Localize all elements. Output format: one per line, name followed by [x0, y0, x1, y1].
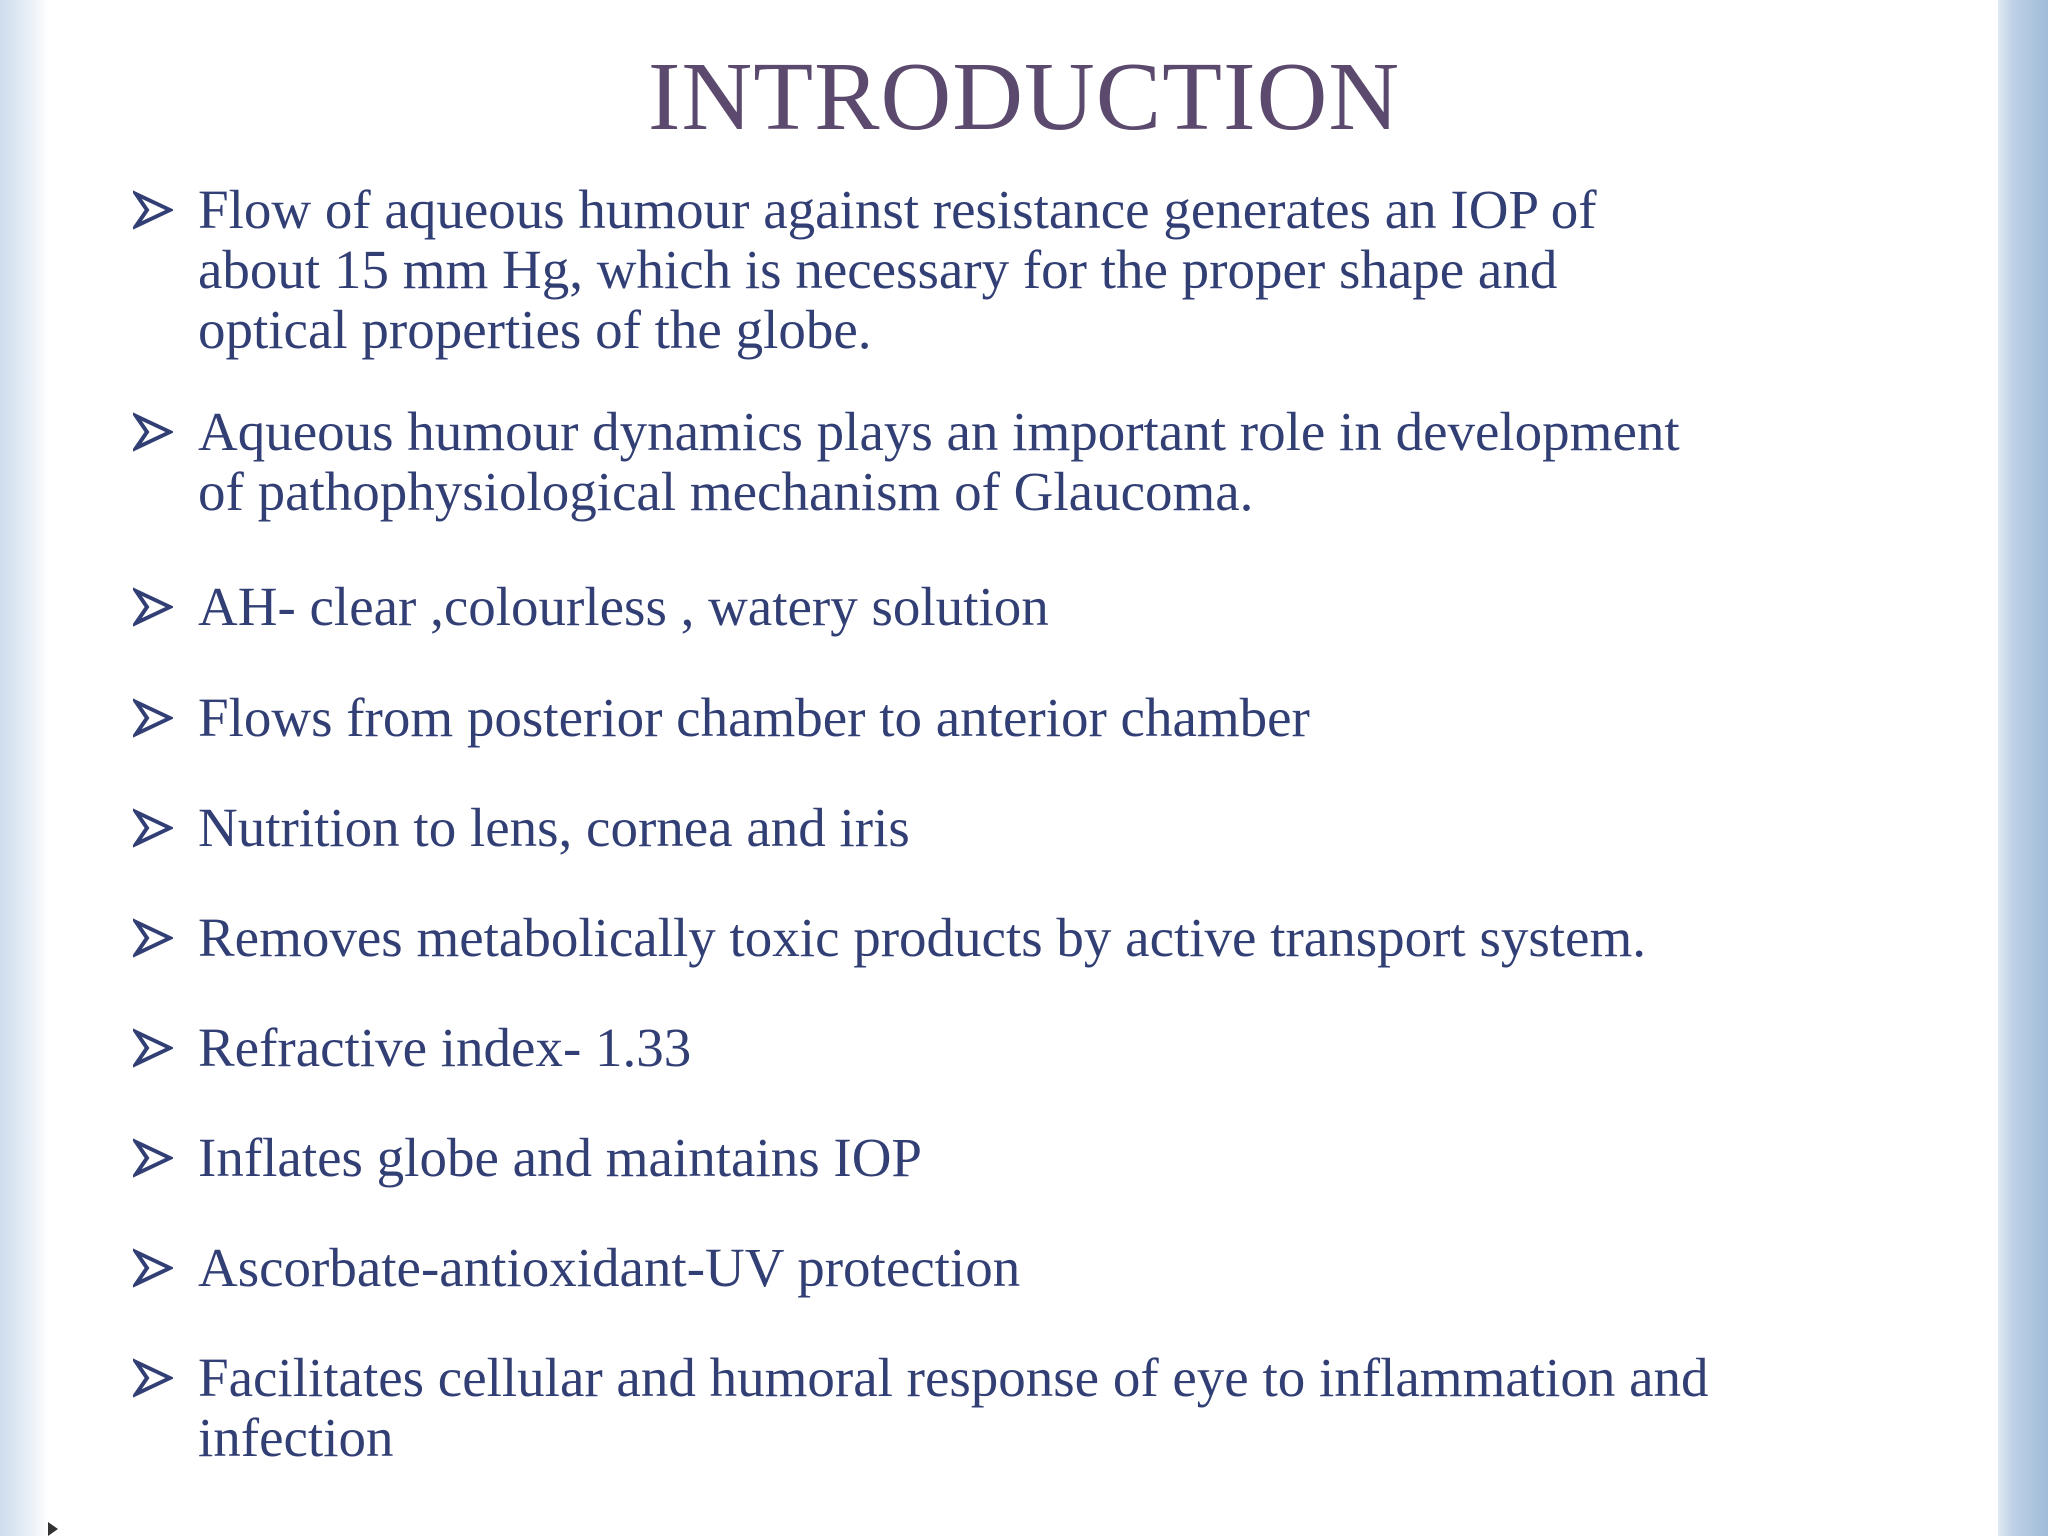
bullet-text: AH- clear ,colourless , watery solution	[198, 576, 1049, 637]
slide-title: INTRODUCTION	[647, 43, 1401, 151]
arrowhead-bullet-icon	[133, 808, 173, 848]
arrowhead-bullet-icon	[133, 1138, 173, 1178]
bullet-text: Flows from posterior chamber to anterior chamber	[198, 687, 1310, 748]
bullet-text: Nutrition to lens, cornea and iris	[198, 797, 910, 858]
bullet-text: Facilitates cellular and humoral response of eye to inflammation and infection	[198, 1347, 1709, 1468]
bullet-text: Flow of aqueous humour against resistance generates an IOP of about 15 mm Hg, which is necessary for the proper shape and optical properties of the globe.	[198, 179, 1597, 360]
cursor-pointer-icon	[48, 1522, 58, 1536]
arrowhead-bullet-icon	[133, 1358, 173, 1398]
arrowhead-bullet-icon	[133, 190, 173, 230]
arrowhead-bullet-icon	[133, 587, 173, 627]
arrowhead-bullet-icon	[133, 918, 173, 958]
bullet-text: Refractive index- 1.33	[198, 1017, 692, 1078]
arrowhead-bullet-icon	[133, 698, 173, 738]
bullet-text: Removes metabolically toxic products by active transport system.	[198, 907, 1646, 968]
bullet-text: Inflates globe and maintains IOP	[198, 1127, 922, 1188]
arrowhead-bullet-icon	[133, 1028, 173, 1068]
arrowhead-bullet-icon	[133, 412, 173, 452]
bullet-text: Ascorbate-antioxidant-UV protection	[198, 1237, 1021, 1298]
bullet-text: Aqueous humour dynamics plays an important role in development of pathophysiological mechanism of Glaucoma.	[198, 401, 1680, 522]
arrowhead-bullet-icon	[133, 1248, 173, 1288]
